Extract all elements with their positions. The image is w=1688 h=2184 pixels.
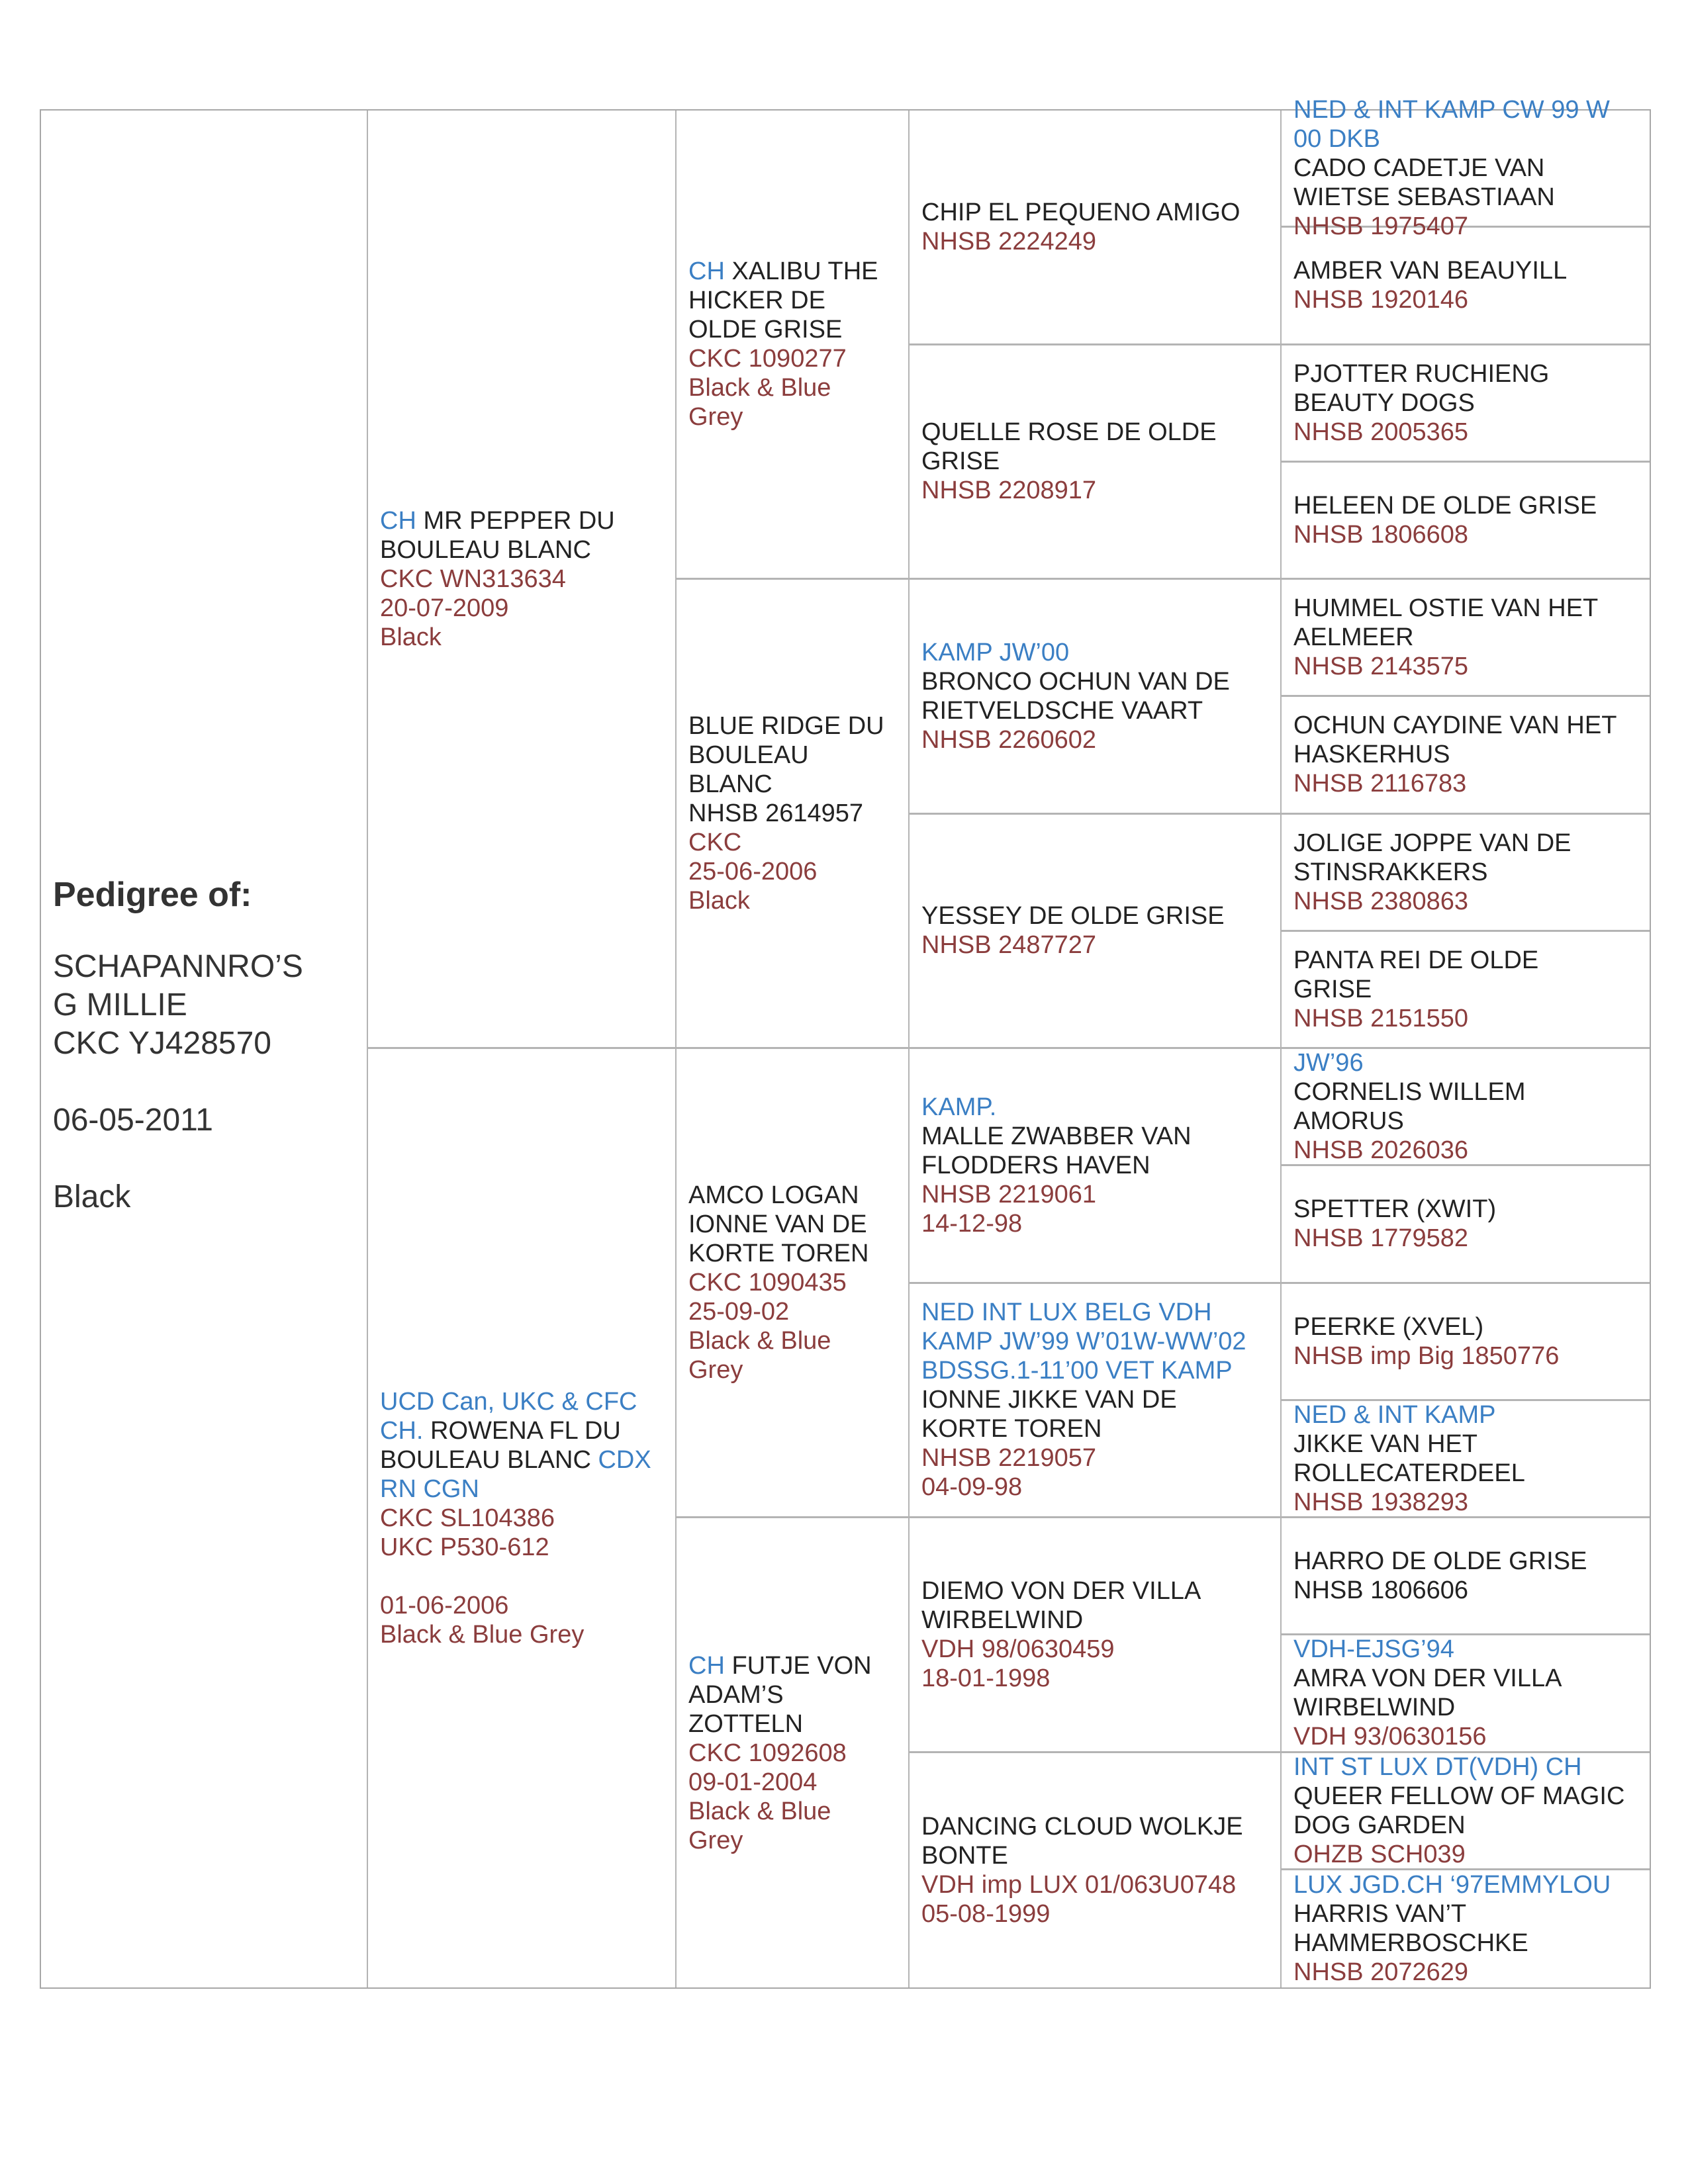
entry-line — [1293, 1488, 1642, 1517]
entry-line — [921, 418, 1272, 447]
dog-name-text: QUEER FELLOW OF MAGIC — [1293, 1782, 1625, 1810]
registration-text: NHSB 2219061 — [921, 1180, 1097, 1208]
subject-registration: CKC YJ428570 — [53, 1026, 271, 1061]
entry-line — [921, 227, 1272, 256]
registration-text: VDH 98/0630459 — [921, 1635, 1115, 1663]
entry-line — [688, 711, 900, 741]
entry-line — [921, 1414, 1272, 1443]
registration-text: Black — [380, 623, 442, 651]
entry-line — [1293, 520, 1642, 549]
dog-name-text: HICKER DE — [688, 287, 825, 314]
subject-dob: 06-05-2011 — [53, 1103, 213, 1138]
dog-name-text: AMBER VAN BEAUYILL — [1293, 257, 1568, 285]
dog-name-text: AMCO LOGAN — [688, 1181, 859, 1209]
entry-line — [1293, 1430, 1642, 1459]
entry-line — [688, 1680, 900, 1709]
subject-column — [41, 111, 368, 1987]
dog-name-text: OCHUN CAYDINE VAN HET — [1293, 711, 1617, 740]
entry-line — [380, 506, 667, 535]
great-grandparent-cell — [910, 1753, 1280, 1988]
entry-line — [921, 1473, 1272, 1502]
entry-line — [1293, 418, 1642, 447]
entry-line — [688, 286, 900, 315]
entry-line — [688, 315, 900, 344]
entry-line — [921, 1664, 1272, 1693]
entry-line — [1293, 1459, 1642, 1488]
dog-name-text: HUMMEL OSTIE VAN HET — [1293, 594, 1599, 623]
grandparent-cell — [677, 1049, 908, 1518]
registration-text: 25-09-02 — [688, 1298, 790, 1326]
title-text: LUX JGD.CH ‘97EMMYLOU — [1293, 1871, 1611, 1899]
entry-line — [921, 1093, 1272, 1122]
entry-line — [380, 1533, 667, 1562]
entry-line — [921, 1576, 1272, 1606]
entry-line — [921, 1443, 1272, 1473]
entry-line — [688, 257, 900, 286]
title-text: RN CGN — [380, 1475, 479, 1503]
entry-line — [1293, 154, 1642, 183]
entry-line — [1293, 1077, 1642, 1107]
registration-text: NHSB 2219057 — [921, 1444, 1097, 1473]
grandparent-cell — [677, 111, 908, 580]
registration-text: Grey — [688, 1826, 743, 1854]
dog-name-text: GRISE — [921, 447, 1000, 476]
entry-line — [1293, 1224, 1642, 1253]
entry-line — [688, 1268, 900, 1297]
title-text: KAMP. — [921, 1093, 997, 1121]
title-text: CDX — [598, 1446, 651, 1474]
entry-line — [921, 1356, 1272, 1385]
entry-line — [688, 1739, 900, 1768]
registration-text: NHSB 2208917 — [921, 477, 1097, 505]
registration-text: NHSB 2072629 — [1293, 1958, 1469, 1987]
dog-name-text: WIRBELWIND — [1293, 1694, 1456, 1722]
entry-line — [1293, 594, 1642, 623]
great-great-grandparent-cell — [1282, 815, 1650, 932]
title-text: JW’96 — [1293, 1049, 1364, 1077]
dog-name-text: CHIP EL PEQUENO AMIGO — [921, 198, 1241, 226]
entry-line — [921, 1122, 1272, 1151]
pedigree-heading: Pedigree of: — [53, 876, 252, 914]
great-grandparent-cell — [910, 1518, 1280, 1753]
dog-name-text: IONNE VAN DE — [688, 1210, 867, 1238]
great-great-grandparent-cell — [1282, 1284, 1650, 1401]
subject-name-line-1: SCHAPANNRO’S — [53, 949, 303, 984]
registration-text: CKC — [688, 829, 742, 856]
entry-line — [380, 1562, 667, 1591]
entry-line — [1293, 1811, 1642, 1840]
entry-line — [921, 1209, 1272, 1238]
registration-text: Black & Blue — [688, 1797, 831, 1825]
entry-line — [921, 1812, 1272, 1841]
dog-name-text: BRONCO OCHUN VAN DE — [921, 667, 1230, 696]
dog-name-text: AMRA VON DER VILLA — [1293, 1664, 1562, 1693]
dog-name-text: CORNELIS WILLEM — [1293, 1078, 1526, 1107]
entry-line — [921, 931, 1272, 960]
title-text: KAMP JW’99 W’01W-WW’02 — [921, 1328, 1246, 1356]
great-grandparent-cell — [910, 345, 1280, 580]
title-text: NED & INT KAMP — [1293, 1400, 1496, 1429]
registration-text: NHSB 2224249 — [921, 227, 1097, 255]
dog-name-text: DIEMO VON DER VILLA — [921, 1576, 1201, 1605]
dog-name-text: HARRIS VAN’T — [1293, 1900, 1467, 1929]
registration-text: NHSB 1938293 — [1293, 1488, 1469, 1516]
entry-line — [1293, 1048, 1642, 1077]
dog-name-text: HELEEN DE OLDE GRISE — [1293, 491, 1597, 520]
entry-line — [688, 1651, 900, 1680]
dog-name-text: ADAM’S — [688, 1680, 784, 1709]
registration-text: 05-08-1999 — [921, 1899, 1051, 1928]
dog-name-text: AMORUS — [1293, 1107, 1404, 1136]
entry-line — [688, 1709, 900, 1739]
entry-line — [688, 402, 900, 432]
dog-name-text: BONTE — [921, 1841, 1008, 1870]
great-grandparent-cell — [910, 111, 1280, 345]
title-text: CH — [688, 257, 725, 285]
entry-line — [380, 623, 667, 652]
dog-name-text: JOLIGE JOPPE VAN DE — [1293, 829, 1571, 857]
dog-name-text: BLUE RIDGE DU — [688, 712, 884, 740]
dog-name-text: ZOTTELN — [688, 1709, 804, 1738]
registration-text: UKC P530-612 — [380, 1533, 549, 1561]
title-text: 00 DKB — [1293, 125, 1380, 154]
entry-line — [921, 638, 1272, 667]
great-great-grandparents-column — [1282, 96, 1650, 1987]
dog-name-text: PJOTTER RUCHIENG — [1293, 359, 1550, 388]
registration-text: NHSB 2260602 — [921, 725, 1097, 754]
great-great-grandparent-cell — [1282, 463, 1650, 580]
title-text: NED & INT KAMP CW 99 W — [1293, 96, 1610, 124]
dog-name-text: GRISE — [1293, 975, 1372, 1003]
registration-text: CKC 1092608 — [688, 1739, 847, 1767]
dog-name-text: KORTE TOREN — [921, 1415, 1102, 1443]
subject-name-line-2: G MILLIE — [53, 987, 187, 1023]
entry-line — [1293, 1929, 1642, 1958]
entry-line — [1293, 1576, 1642, 1605]
registration-text: NHSB 2151550 — [1293, 1004, 1469, 1032]
entry-line — [688, 1181, 900, 1210]
entry-line — [1293, 829, 1642, 858]
great-grandparent-cell — [910, 580, 1280, 815]
registration-text: OHZB SCH039 — [1293, 1840, 1466, 1868]
dog-name-text: ROWENA FL DU — [423, 1417, 621, 1445]
dog-name-text: NHSB 2614957 — [688, 799, 864, 827]
entry-line — [1293, 1400, 1642, 1430]
entry-line — [921, 447, 1272, 476]
entry-line — [1293, 652, 1642, 681]
entry-line — [688, 1297, 900, 1326]
registration-text: NHSB imp Big 1850776 — [1293, 1342, 1560, 1370]
dog-name-text: HAMMERBOSCHKE — [1293, 1929, 1528, 1958]
entry-line — [921, 1151, 1272, 1180]
registration-text: CKC 1090435 — [688, 1269, 847, 1297]
registration-text: Black & Blue Grey — [380, 1621, 585, 1649]
entry-line — [1293, 1840, 1642, 1869]
entry-line — [1293, 1958, 1642, 1987]
registration-text: Grey — [688, 1356, 743, 1384]
entry-line — [1293, 1722, 1642, 1751]
entry-line — [688, 373, 900, 402]
registration-text: NHSB 1920146 — [1293, 286, 1469, 314]
title-text: KAMP JW’00 — [921, 638, 1070, 666]
great-great-grandparent-cell — [1282, 932, 1650, 1049]
dog-name-text: WIRBELWIND — [921, 1606, 1084, 1634]
great-great-grandparent-cell — [1282, 1870, 1650, 1987]
dog-name-text: BOULEAU — [688, 741, 809, 769]
registration-text: NHSB 2026036 — [1293, 1136, 1469, 1165]
entry-line — [921, 476, 1272, 505]
entry-line — [380, 1445, 667, 1475]
entry-line — [1293, 1195, 1642, 1224]
registration-text: 04-09-98 — [921, 1473, 1023, 1502]
pedigree-table — [40, 96, 1651, 1989]
registration-text: 18-01-1998 — [921, 1664, 1051, 1692]
title-text: CH — [380, 506, 416, 535]
registration-text: NHSB 2487727 — [921, 931, 1097, 960]
parent-cell — [368, 1049, 675, 1987]
entry-line — [921, 1870, 1272, 1899]
great-great-grandparent-cell — [1282, 580, 1650, 697]
entry-line — [1293, 1107, 1642, 1136]
entry-line — [1293, 1136, 1642, 1165]
subject-color: Black — [53, 1179, 131, 1214]
great-grandparent-cell — [910, 815, 1280, 1050]
entry-line — [1293, 491, 1642, 520]
registration-text: VDH imp LUX 01/063U0748 — [921, 1870, 1237, 1899]
registration-text: 01-06-2006 — [380, 1592, 509, 1619]
dog-name-text: DOG GARDEN — [1293, 1811, 1466, 1839]
entry-line — [1293, 887, 1642, 916]
entry-line — [921, 667, 1272, 696]
registration-text: NHSB 2116783 — [1293, 770, 1467, 798]
great-great-grandparent-cell — [1282, 228, 1650, 345]
dog-name-text: PANTA REI DE OLDE — [1293, 946, 1539, 974]
entry-line — [380, 1387, 667, 1416]
entry-line — [688, 770, 900, 799]
dog-name-text: FUTJE VON — [724, 1651, 872, 1680]
entry-line — [688, 1239, 900, 1268]
dog-name-text: JIKKE VAN HET — [1293, 1430, 1478, 1458]
registration-text: 09-01-2004 — [688, 1768, 818, 1796]
entry-line — [921, 198, 1272, 227]
dog-name-text: IONNE JIKKE VAN DE — [921, 1386, 1177, 1414]
title-text: BDSSG.1-11’00 VET KAMP — [921, 1357, 1233, 1385]
registration-text: Black & Blue — [688, 1327, 831, 1355]
entry-line — [921, 1327, 1272, 1356]
great-great-grandparent-cell — [1282, 345, 1650, 463]
dog-name-text: CADO CADETJE VAN — [1293, 154, 1545, 183]
registration-text: 20-07-2009 — [380, 594, 509, 622]
great-great-grandparent-cell — [1282, 1518, 1650, 1635]
entry-line — [688, 1326, 900, 1355]
great-great-grandparent-cell — [1282, 96, 1650, 241]
entry-line — [1293, 388, 1642, 418]
registration-text: NHSB 1975407 — [1293, 212, 1469, 241]
entry-line — [688, 1768, 900, 1797]
entry-line — [1293, 858, 1642, 887]
entry-line — [1293, 623, 1642, 652]
entry-line — [1293, 1664, 1642, 1693]
entry-line — [1293, 740, 1642, 769]
dog-name-text: BEAUTY DOGS — [1293, 388, 1475, 417]
entry-line — [1293, 1899, 1642, 1929]
entry-line — [688, 1797, 900, 1826]
entry-line — [921, 1841, 1272, 1870]
title-text: CH. — [380, 1417, 424, 1445]
entry-line — [1293, 256, 1642, 285]
entry-line — [688, 1826, 900, 1855]
great-great-grandparent-cell — [1282, 1049, 1650, 1166]
dog-name-text: HASKERHUS — [1293, 741, 1450, 769]
grandparent-cell — [677, 580, 908, 1049]
dog-name-text: OLDE GRISE — [688, 316, 843, 343]
dog-name-text: NHSB 1806606 — [1293, 1576, 1469, 1605]
dog-name-text: MALLE ZWABBER VAN — [921, 1122, 1192, 1150]
entry-line — [921, 1635, 1272, 1664]
entry-line — [1293, 124, 1642, 154]
entry-line — [688, 1355, 900, 1385]
dog-name-text: PEERKE (XVEL) — [1293, 1312, 1484, 1341]
dog-name-text: KORTE TOREN — [688, 1240, 869, 1267]
entry-line — [688, 1210, 900, 1239]
entry-line — [921, 1180, 1272, 1209]
dog-name-text: QUELLE ROSE DE OLDE — [921, 418, 1217, 447]
title-text: VDH-EJSG’94 — [1293, 1635, 1454, 1664]
dog-name-text: XALIBU THE — [724, 257, 878, 285]
entry-line — [1293, 1870, 1642, 1899]
registration-text: NHSB 2005365 — [1293, 418, 1469, 446]
great-grandparents-column — [910, 111, 1282, 1987]
dog-name-text: SPETTER (XWIT) — [1293, 1195, 1497, 1224]
entry-line — [380, 565, 667, 594]
entry-line — [688, 799, 900, 828]
entry-line — [1293, 975, 1642, 1004]
parent-cell — [368, 111, 675, 1049]
dog-name-text: MR PEPPER DU — [416, 506, 615, 535]
entry-line — [380, 1504, 667, 1533]
great-great-grandparent-cell — [1282, 1401, 1650, 1518]
entry-line — [1293, 1635, 1642, 1664]
entry-line — [1293, 285, 1642, 314]
dog-name-text: RIETVELDSCHE VAART — [921, 696, 1203, 725]
entry-line — [1293, 1693, 1642, 1722]
registration-text: 25-06-2006 — [688, 858, 818, 886]
entry-line — [688, 344, 900, 373]
registration-text: NHSB 1779582 — [1293, 1224, 1469, 1253]
entry-line — [1293, 95, 1642, 124]
entry-line — [1293, 1004, 1642, 1033]
dog-name-text: ROLLECATERDEEL — [1293, 1459, 1525, 1487]
entry-line — [921, 725, 1272, 754]
registration-text: CKC SL104386 — [380, 1504, 555, 1532]
registration-text: NHSB 2143575 — [1293, 653, 1469, 681]
entry-line — [1293, 1752, 1642, 1782]
entry-line — [921, 1606, 1272, 1635]
entry-line — [1293, 1342, 1642, 1371]
entry-line — [921, 1298, 1272, 1327]
dog-name-text: WIETSE SEBASTIAAN — [1293, 183, 1555, 212]
entry-line — [1293, 769, 1642, 798]
great-grandparent-cell — [910, 1284, 1280, 1519]
entry-line — [688, 741, 900, 770]
dog-name-text: AELMEER — [1293, 623, 1414, 652]
grandparents-column — [677, 111, 910, 1987]
registration-text: Black — [688, 887, 750, 915]
registration-text: NHSB 2380863 — [1293, 887, 1469, 915]
entry-line — [380, 1416, 667, 1445]
registration-text: Black & Blue — [688, 374, 831, 402]
dog-name-text: BOULEAU BLANC — [380, 535, 591, 564]
entry-line — [1293, 183, 1642, 212]
registration-text: Grey — [688, 403, 743, 431]
registration-text: 14-12-98 — [921, 1209, 1023, 1238]
grandparent-cell — [677, 1518, 908, 1987]
dog-name-text: BOULEAU BLANC — [380, 1446, 598, 1474]
title-text: INT ST LUX DT(VDH) CH — [1293, 1752, 1582, 1781]
great-great-grandparent-cell — [1282, 1166, 1650, 1283]
entry-line — [921, 1385, 1272, 1414]
title-text: NED INT LUX BELG VDH — [921, 1298, 1212, 1327]
parents-column — [368, 111, 677, 1987]
dog-name-text: YESSEY DE OLDE GRISE — [921, 902, 1225, 931]
entry-line — [921, 1899, 1272, 1929]
dog-name-text: BLANC — [688, 770, 773, 798]
registration-text: CKC WN313634 — [380, 565, 566, 593]
registration-text: VDH 93/0630156 — [1293, 1723, 1487, 1751]
entry-line — [380, 1591, 667, 1620]
great-great-grandparent-cell — [1282, 1635, 1650, 1752]
entry-line — [688, 886, 900, 915]
entry-line — [1293, 1547, 1642, 1576]
entry-line — [380, 1475, 667, 1504]
great-great-grandparent-cell — [1282, 697, 1650, 814]
title-text: UCD Can, UKC & CFC — [380, 1388, 637, 1416]
entry-line — [1293, 946, 1642, 975]
entry-line — [921, 696, 1272, 725]
entry-line — [1293, 359, 1642, 388]
registration-text: NHSB 1806608 — [1293, 520, 1469, 549]
entry-line — [1293, 1312, 1642, 1342]
entry-line — [380, 535, 667, 565]
entry-line — [380, 1620, 667, 1649]
dog-name-text: FLODDERS HAVEN — [921, 1151, 1150, 1179]
entry-line — [688, 857, 900, 886]
entry-line — [688, 828, 900, 857]
great-great-grandparent-cell — [1282, 1753, 1650, 1870]
dog-name-text: DANCING CLOUD WOLKJE — [921, 1812, 1243, 1841]
entry-line — [1293, 711, 1642, 740]
entry-line — [1293, 1782, 1642, 1811]
entry-line — [921, 901, 1272, 931]
dog-name-text: STINSRAKKERS — [1293, 858, 1488, 886]
dog-name-text: HARRO DE OLDE GRISE — [1293, 1547, 1587, 1576]
title-text: CH — [688, 1651, 725, 1680]
great-grandparent-cell — [910, 1049, 1280, 1284]
entry-line — [380, 594, 667, 623]
registration-text: CKC 1090277 — [688, 345, 847, 373]
